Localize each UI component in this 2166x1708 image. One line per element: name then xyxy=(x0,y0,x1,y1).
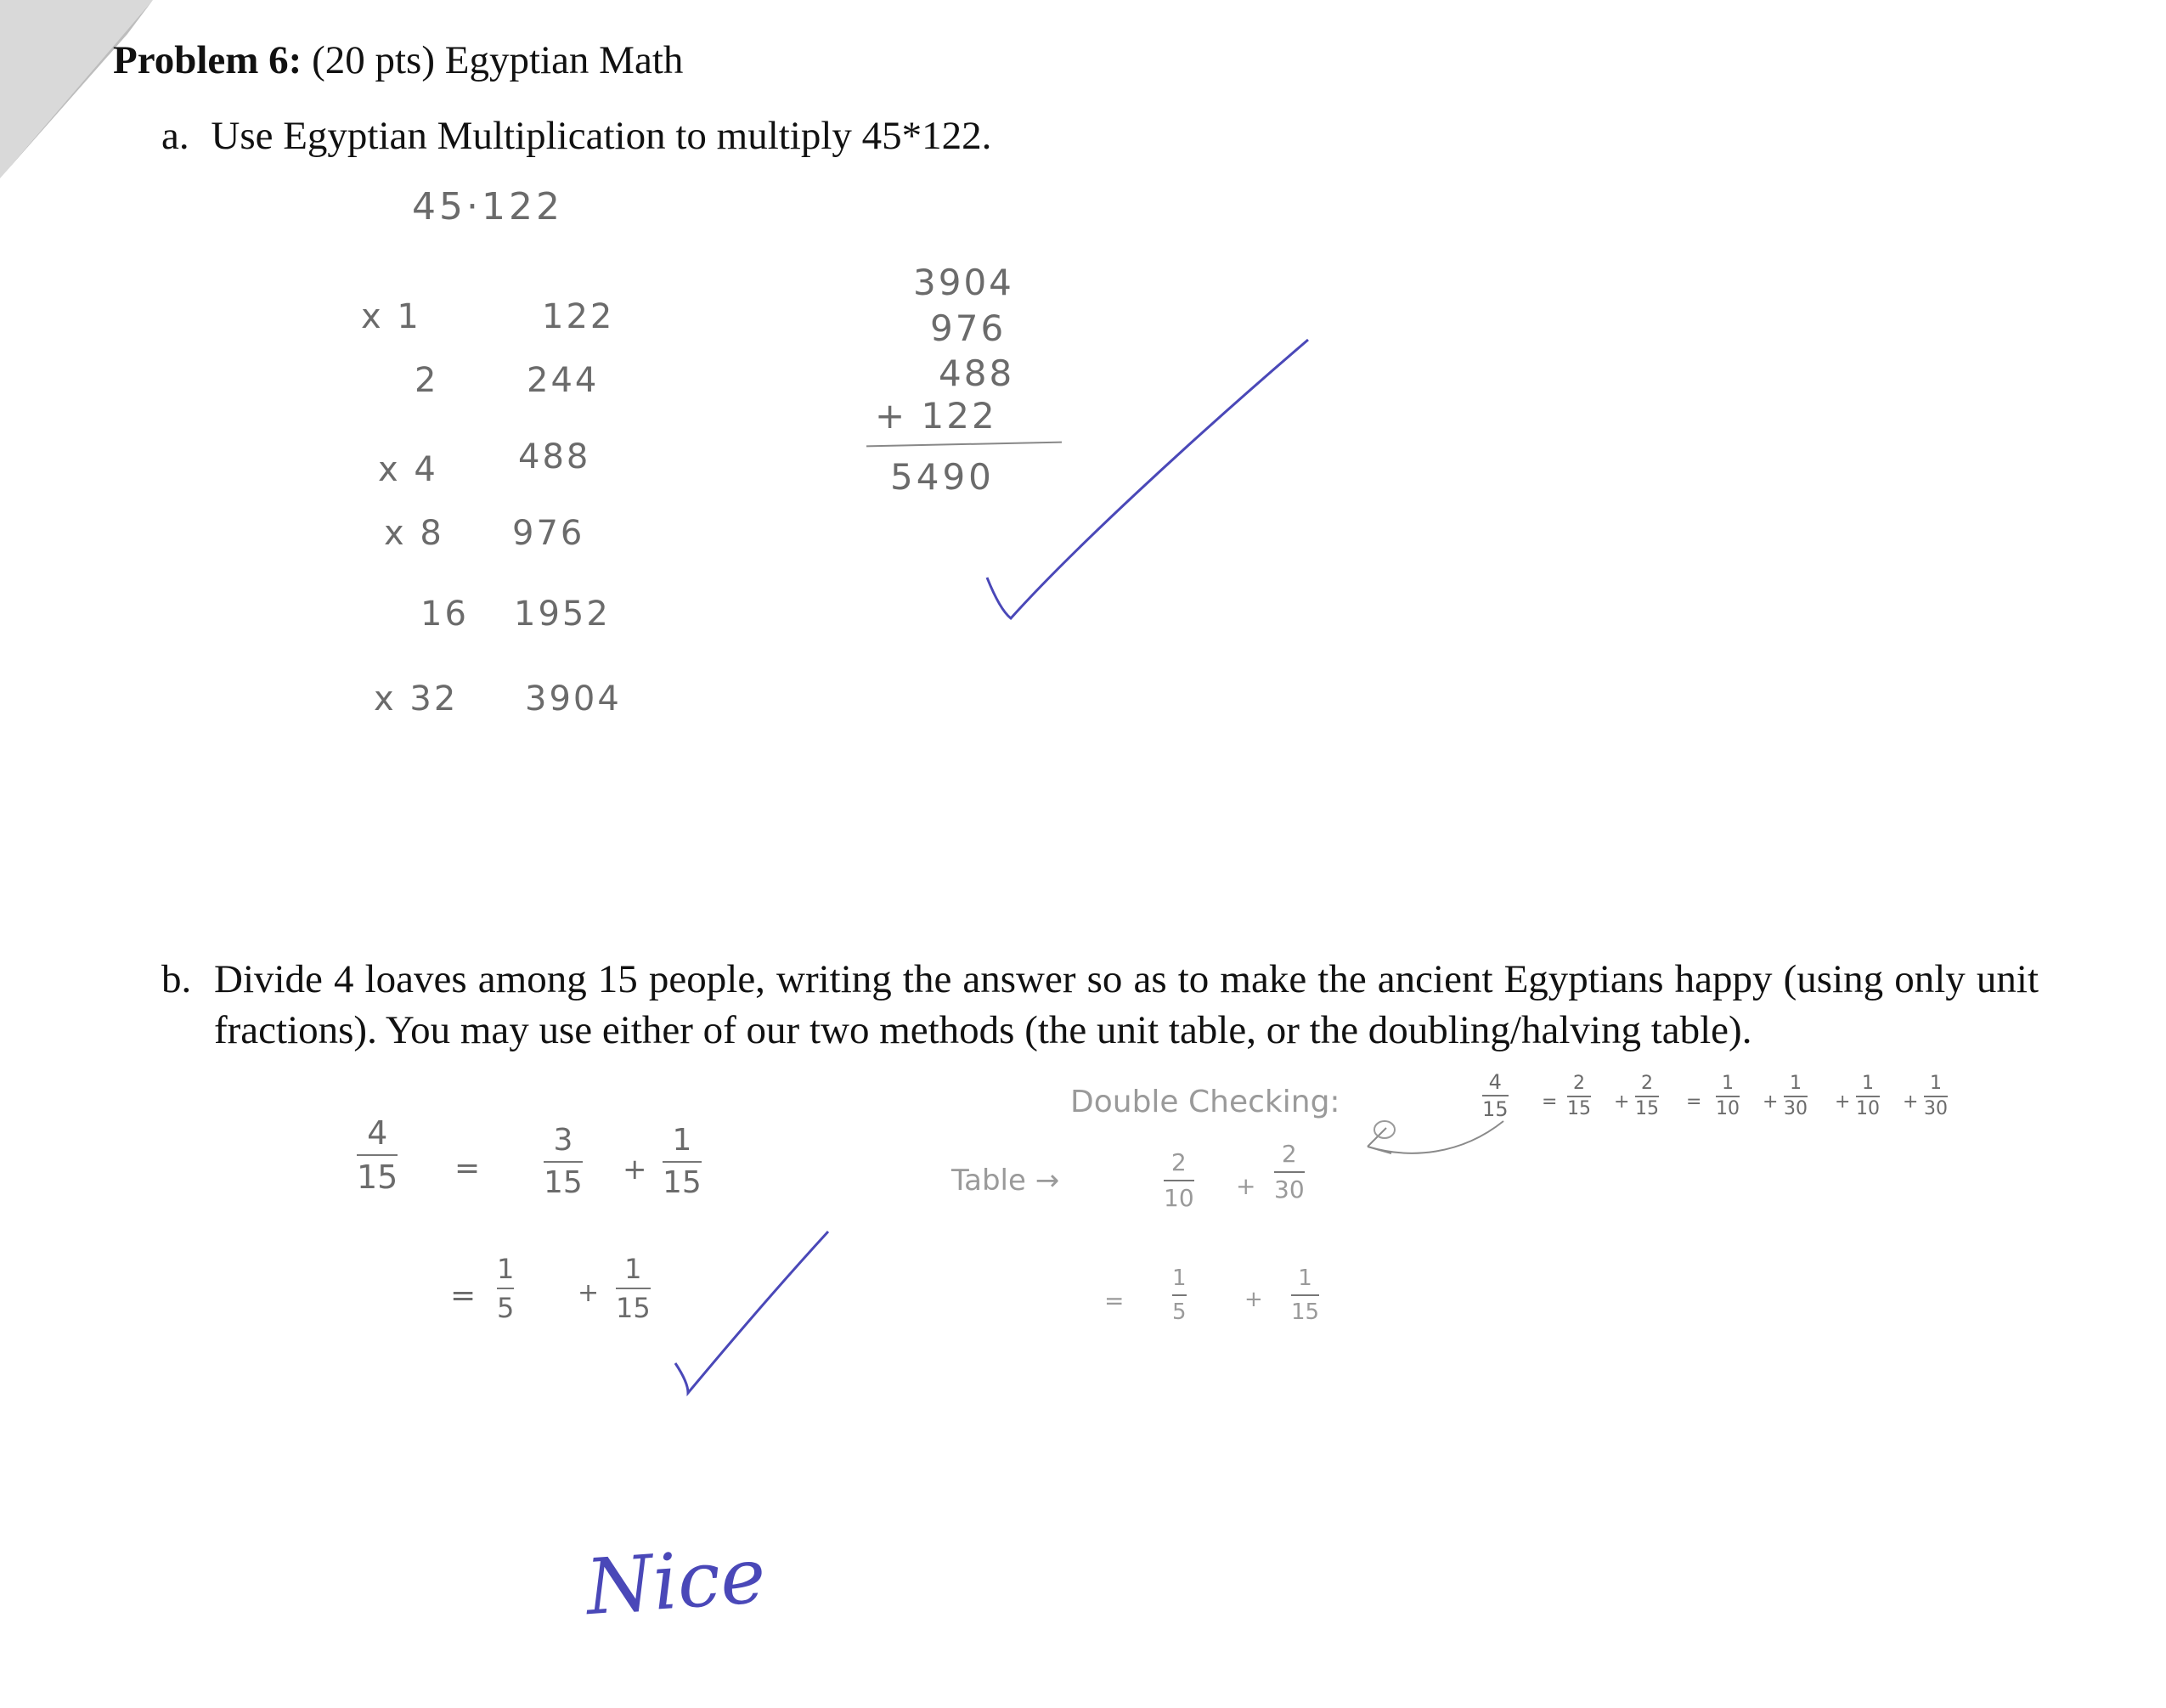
denominator: 15 xyxy=(1567,1098,1591,1119)
double-checking-label: Double Checking: xyxy=(1070,1085,1340,1119)
row-value: 122 xyxy=(542,297,615,336)
denominator: 5 xyxy=(1172,1299,1187,1325)
numerator: 2 xyxy=(1281,1140,1297,1168)
denominator: 10 xyxy=(1856,1098,1880,1119)
addend: 3904 xyxy=(913,262,1014,303)
part-a-text: Use Egyptian Multiplication to multiply 45*122. xyxy=(211,114,992,158)
plus-sign: + xyxy=(1835,1091,1851,1113)
denominator: 30 xyxy=(1274,1175,1305,1203)
denominator: 30 xyxy=(1924,1098,1948,1119)
grader-comment: Nice xyxy=(583,1530,769,1633)
denominator: 15 xyxy=(1482,1097,1509,1121)
denominator: 10 xyxy=(1164,1184,1194,1212)
row-value: 1952 xyxy=(514,595,611,634)
numerator: 1 xyxy=(1722,1073,1734,1094)
numerator: 2 xyxy=(1170,1148,1187,1176)
denominator: 30 xyxy=(1784,1098,1808,1119)
numerator: 1 xyxy=(497,1253,515,1285)
numerator: 1 xyxy=(672,1123,692,1158)
equals-sign: = xyxy=(450,1278,477,1313)
equals-sign: = xyxy=(1542,1091,1558,1113)
plus-sign: + xyxy=(1236,1172,1256,1200)
numerator: 2 xyxy=(1641,1073,1653,1094)
numerator: 2 xyxy=(1573,1073,1585,1094)
numerator: 1 xyxy=(1790,1073,1802,1094)
row-marker: x 8 xyxy=(384,514,444,553)
equals-sign: = xyxy=(1104,1287,1125,1315)
multiplication-heading: 45·122 xyxy=(412,185,563,228)
row-marker: x 1 xyxy=(361,297,421,336)
part-b-text: Divide 4 loaves among 15 people, writing the answer so as to make the ancient Egyptians happy (using only unit fractions). You may use either of our two methods (the unit table, or the doubling/halving table). xyxy=(214,957,2039,1052)
row-marker: 16 xyxy=(420,595,469,634)
addend: 488 xyxy=(939,352,1015,394)
row-value: 488 xyxy=(518,437,591,476)
numerator: 1 xyxy=(1172,1265,1187,1291)
denominator: 15 xyxy=(1635,1098,1659,1119)
row-value: 244 xyxy=(527,361,600,400)
row-marker: x 4 xyxy=(378,450,438,489)
denominator: 5 xyxy=(497,1292,515,1324)
addend: + 122 xyxy=(875,395,997,437)
numerator: 4 xyxy=(1488,1070,1502,1094)
plus-sign: + xyxy=(1903,1091,1919,1113)
equals-sign: = xyxy=(454,1151,481,1186)
denominator: 15 xyxy=(544,1165,583,1200)
checkmark-icon xyxy=(675,1232,828,1393)
problem-points: (20 pts) Egyptian Math xyxy=(312,38,684,82)
numerator: 1 xyxy=(1930,1073,1942,1094)
numerator: 1 xyxy=(624,1253,642,1285)
part-a-letter: a. xyxy=(161,114,189,158)
row-marker: x 32 xyxy=(374,679,459,719)
problem-label: Problem 6: xyxy=(113,38,302,82)
row-value: 3904 xyxy=(525,679,622,719)
denominator: 15 xyxy=(616,1292,651,1324)
sum-value: 5490 xyxy=(890,456,995,498)
plus-sign: + xyxy=(1763,1091,1779,1113)
denominator: 15 xyxy=(663,1165,702,1200)
row-marker: 2 xyxy=(415,361,439,400)
table-label: Table → xyxy=(951,1164,1060,1198)
addend: 976 xyxy=(930,307,1007,349)
plus-sign: + xyxy=(578,1278,600,1308)
numerator: 1 xyxy=(1862,1073,1874,1094)
numerator: 4 xyxy=(367,1114,388,1152)
plus-sign: + xyxy=(1614,1091,1630,1113)
row-value: 976 xyxy=(512,514,585,553)
part-b-letter: b. xyxy=(161,957,192,1001)
numerator: 1 xyxy=(1298,1265,1312,1291)
plus-sign: + xyxy=(623,1153,647,1187)
denominator: 10 xyxy=(1716,1098,1740,1119)
denominator: 15 xyxy=(1291,1299,1320,1325)
plus-sign: + xyxy=(1244,1287,1263,1312)
checkmark-icon xyxy=(987,340,1308,618)
equals-sign: = xyxy=(1686,1091,1702,1113)
denominator: 15 xyxy=(357,1158,398,1196)
numerator: 3 xyxy=(553,1123,573,1158)
